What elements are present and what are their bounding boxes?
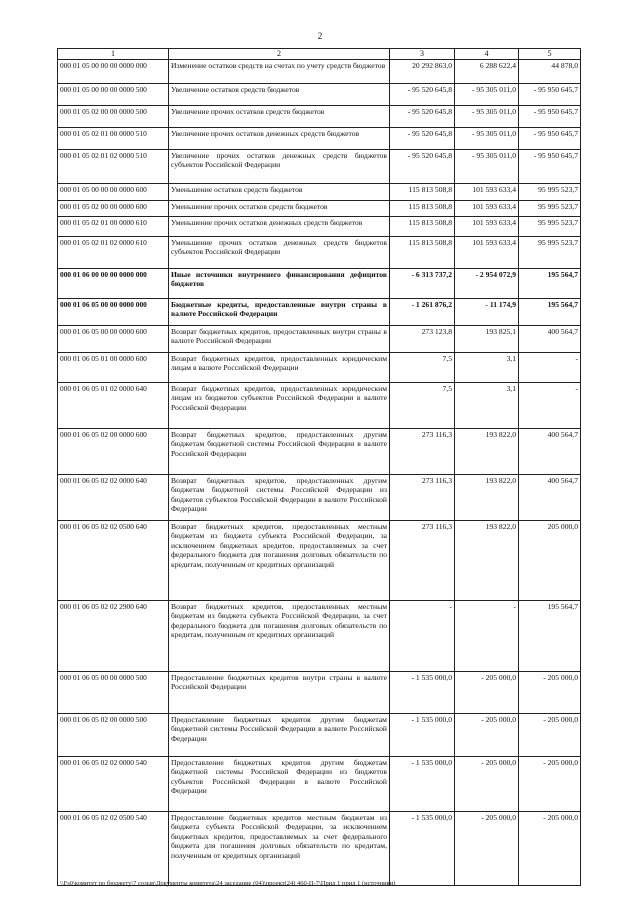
budget-code: 000 01 05 00 00 00 0000 500 [58, 84, 169, 106]
item-name: Предоставление бюджетных кредитов местным бюджетам из бюджета субъекта Российской Федерации, за исключением бюджетных кредитов, предоставляемых за счет федерального бюджета для погашения долговых обязательств по кредитам, полученным от кредитных организаций [169, 812, 390, 886]
value-year-1: - 95 520 645,8 [390, 106, 455, 128]
value-year-3: 195 564,7 [519, 601, 581, 672]
value-year-2: 193 822,0 [455, 521, 519, 601]
table-header-row [58, 49, 581, 60]
value-year-3: - 205 000,0 [519, 714, 581, 757]
header-col-5: 5 [519, 49, 581, 60]
value-year-3: 205 000,0 [519, 521, 581, 601]
value-year-2: - 95 305 011,0 [455, 128, 519, 150]
value-year-2: 101 593 633,4 [455, 217, 519, 237]
value-year-2: - 205 000,0 [455, 757, 519, 812]
value-year-2: 193 822,0 [455, 429, 519, 475]
value-year-1: 273 116,3 [390, 429, 455, 475]
budget-code: 000 01 06 05 02 00 0000 500 [58, 714, 169, 757]
value-year-1: 7,5 [390, 353, 455, 383]
value-year-1: - 1 261 876,2 [390, 299, 455, 326]
budget-code: 000 01 05 02 01 02 0000 510 [58, 150, 169, 184]
table-row [58, 269, 581, 299]
budget-code: 000 01 06 05 02 02 2900 640 [58, 601, 169, 672]
value-year-3: 95 995 523,7 [519, 237, 581, 269]
value-year-3: - 205 000,0 [519, 757, 581, 812]
value-year-3: - [519, 353, 581, 383]
table-row [58, 601, 581, 672]
value-year-2: - 11 174,9 [455, 299, 519, 326]
table-row [58, 475, 581, 521]
item-name: Возврат бюджетных кредитов, предоставленных другим бюджетам бюджетной системы Российской Федерации в валюте Российской Федерации [169, 429, 390, 475]
value-year-1: - 1 535 000,0 [390, 672, 455, 714]
value-year-2: - 95 305 011,0 [455, 150, 519, 184]
item-name: Возврат бюджетных кредитов, предоставленных местным бюджетам из бюджета субъекта Российской Федерации, за исключением бюджетных кредитов, предоставляемых за счет федерального бюджета для погашения долговых обязательств по кредитам, полученным от кредитных организаций [169, 521, 390, 601]
value-year-1: 115 813 508,8 [390, 201, 455, 217]
header-col-1: 1 [58, 49, 169, 60]
value-year-2: 193 822,0 [455, 475, 519, 521]
value-year-2: - 95 305 011,0 [455, 84, 519, 106]
value-year-2: 101 593 633,4 [455, 201, 519, 217]
value-year-1: 115 813 508,8 [390, 237, 455, 269]
value-year-3: 195 564,7 [519, 269, 581, 299]
value-year-2: - [455, 601, 519, 672]
item-name: Уменьшение прочих остатков денежных средств бюджетов субъектов Российской Федерации [169, 237, 390, 269]
value-year-3: 95 995 523,7 [519, 201, 581, 217]
budget-code: 000 01 06 05 02 02 0000 540 [58, 757, 169, 812]
value-year-2: 101 593 633,4 [455, 184, 519, 201]
table-row [58, 714, 581, 757]
item-name: Бюджетные кредиты, предоставленные внутри страны в валюте Российской Федерации [169, 299, 390, 326]
value-year-3: 95 995 523,7 [519, 184, 581, 201]
value-year-3: - 95 950 645,7 [519, 106, 581, 128]
budget-code: 000 01 06 05 01 00 0000 600 [58, 353, 169, 383]
value-year-1: 7,5 [390, 383, 455, 429]
value-year-1: - 95 520 645,8 [390, 84, 455, 106]
budget-code: 000 01 06 05 02 00 0000 600 [58, 429, 169, 475]
header-col-3: 3 [390, 49, 455, 60]
item-name: Возврат бюджетных кредитов, предоставленных юридическим лицам из бюджетов субъектов Российской Федерации в валюте Российской Федерации [169, 383, 390, 429]
budget-code: 000 01 06 05 00 00 0000 500 [58, 672, 169, 714]
table-row [58, 521, 581, 601]
table-row [58, 383, 581, 429]
table-body [58, 60, 581, 886]
item-name: Иные источники внутреннего финансирования дефицитов бюджетов [169, 269, 390, 299]
value-year-2: - 95 305 011,0 [455, 106, 519, 128]
table-row [58, 757, 581, 812]
budget-code: 000 01 05 02 01 00 0000 510 [58, 128, 169, 150]
value-year-1: 20 292 863,0 [390, 60, 455, 84]
table-row [58, 353, 581, 383]
item-name: Возврат бюджетных кредитов, предоставленных юридическим лицам в валюте Российской Федерации [169, 353, 390, 383]
item-name: Уменьшение прочих остатков средств бюджетов [169, 201, 390, 217]
budget-code: 000 01 05 00 00 00 0000 000 [58, 60, 169, 84]
budget-code: 000 01 06 05 00 00 0000 600 [58, 326, 169, 353]
value-year-3: - 95 950 645,7 [519, 150, 581, 184]
budget-code: 000 01 06 05 00 00 0000 000 [58, 299, 169, 326]
value-year-1: 273 116,3 [390, 475, 455, 521]
value-year-2: - 205 000,0 [455, 714, 519, 757]
item-name: Увеличение остатков средств бюджетов [169, 84, 390, 106]
value-year-3: 400 564,7 [519, 475, 581, 521]
value-year-1: - 6 313 737,2 [390, 269, 455, 299]
value-year-3: - 205 000,0 [519, 672, 581, 714]
budget-code: 000 01 05 02 01 02 0000 610 [58, 237, 169, 269]
table-row [58, 84, 581, 106]
table-row [58, 60, 581, 84]
value-year-3: 44 878,0 [519, 60, 581, 84]
value-year-1: 273 123,8 [390, 326, 455, 353]
item-name: Изменение остатков средств на счетах по учету средств бюджетов [169, 60, 390, 84]
table-row [58, 106, 581, 128]
item-name: Возврат бюджетных кредитов, предоставленных другим бюджетам бюджетной системы Российской Федерации из бюджетов субъектов Российской Федерации в валюте Российской Федерации [169, 475, 390, 521]
budget-code: 000 01 05 00 00 00 0000 600 [58, 184, 169, 201]
budget-code: 000 01 06 05 02 02 0500 540 [58, 812, 169, 886]
value-year-2: 6 288 622,4 [455, 60, 519, 84]
value-year-3: - 95 950 645,7 [519, 84, 581, 106]
budget-code: 000 01 06 05 01 02 0000 640 [58, 383, 169, 429]
page-number: 2 [317, 31, 323, 41]
value-year-1: 273 116,3 [390, 521, 455, 601]
value-year-1: - 95 520 645,8 [390, 128, 455, 150]
table-row [58, 812, 581, 886]
item-name: Уменьшение прочих остатков денежных средств бюджетов [169, 217, 390, 237]
table-row [58, 672, 581, 714]
value-year-3: 195 564,7 [519, 299, 581, 326]
item-name: Предоставление бюджетных кредитов другим бюджетам бюджетной системы Российской Федерации из бюджетов субъектов Российской Федерации в валюте Российской Федерации [169, 757, 390, 812]
item-name: Возврат бюджетных кредитов, предоставленных местным бюджетам из бюджета субъекта Российской Федерации, за счет федерального бюджета для погашения долговых обязательств по кредитам, полученным от кредитных организаций [169, 601, 390, 672]
value-year-1: - [390, 601, 455, 672]
value-year-1: - 1 535 000,0 [390, 714, 455, 757]
value-year-1: - 95 520 645,8 [390, 150, 455, 184]
header-col-4: 4 [455, 49, 519, 60]
budget-code: 000 01 06 05 02 02 0500 640 [58, 521, 169, 601]
item-name: Увеличение прочих остатков денежных средств бюджетов [169, 128, 390, 150]
value-year-3: - [519, 383, 581, 429]
file-path-footer: \\Fs0\комитет по бюджету\7 созыв\Документы комитета\24 заседание (04)\проект(24) 460-П-7\Прил 1 прил 1 (источники) [60, 880, 396, 887]
table-row [58, 217, 581, 237]
table-row [58, 237, 581, 269]
value-year-2: - 205 000,0 [455, 812, 519, 886]
budget-code: 000 01 05 02 00 00 0000 500 [58, 106, 169, 128]
table-row [58, 128, 581, 150]
item-name: Предоставление бюджетных кредитов внутри страны в валюте Российской Федерации [169, 672, 390, 714]
value-year-1: 115 813 508,8 [390, 184, 455, 201]
table-row [58, 326, 581, 353]
value-year-3: - 205 000,0 [519, 812, 581, 886]
value-year-3: 95 995 523,7 [519, 217, 581, 237]
value-year-2: 101 593 633,4 [455, 237, 519, 269]
value-year-3: 400 564,7 [519, 429, 581, 475]
budget-code: 000 01 05 02 00 00 0000 600 [58, 201, 169, 217]
value-year-2: 193 825,1 [455, 326, 519, 353]
table-row [58, 184, 581, 201]
item-name: Увеличение прочих остатков средств бюджетов [169, 106, 390, 128]
value-year-1: - 1 535 000,0 [390, 812, 455, 886]
table-row [58, 429, 581, 475]
value-year-2: - 205 000,0 [455, 672, 519, 714]
item-name: Уменьшение остатков средств бюджетов [169, 184, 390, 201]
value-year-2: - 2 954 072,9 [455, 269, 519, 299]
budget-code: 000 01 06 05 02 02 0000 640 [58, 475, 169, 521]
budget-code: 000 01 05 02 01 00 0000 610 [58, 217, 169, 237]
value-year-3: - 95 950 645,7 [519, 128, 581, 150]
sources-financing-table [57, 48, 581, 886]
table-row [58, 299, 581, 326]
item-name: Возврат бюджетных кредитов, предоставленных внутри страны в валюте Российской Федерации [169, 326, 390, 353]
budget-code: 000 01 06 00 00 00 0000 000 [58, 269, 169, 299]
item-name: Предоставление бюджетных кредитов другим бюджетам бюджетной системы Российской Федерации в валюте Российской Федерации [169, 714, 390, 757]
value-year-2: 3,1 [455, 383, 519, 429]
value-year-1: - 1 535 000,0 [390, 757, 455, 812]
value-year-2: 3,1 [455, 353, 519, 383]
header-col-2: 2 [169, 49, 390, 60]
value-year-3: 400 564,7 [519, 326, 581, 353]
value-year-1: 115 813 508,8 [390, 217, 455, 237]
table-row [58, 150, 581, 184]
item-name: Увеличение прочих остатков денежных средств бюджетов субъектов Российской Федерации [169, 150, 390, 184]
table-row [58, 201, 581, 217]
